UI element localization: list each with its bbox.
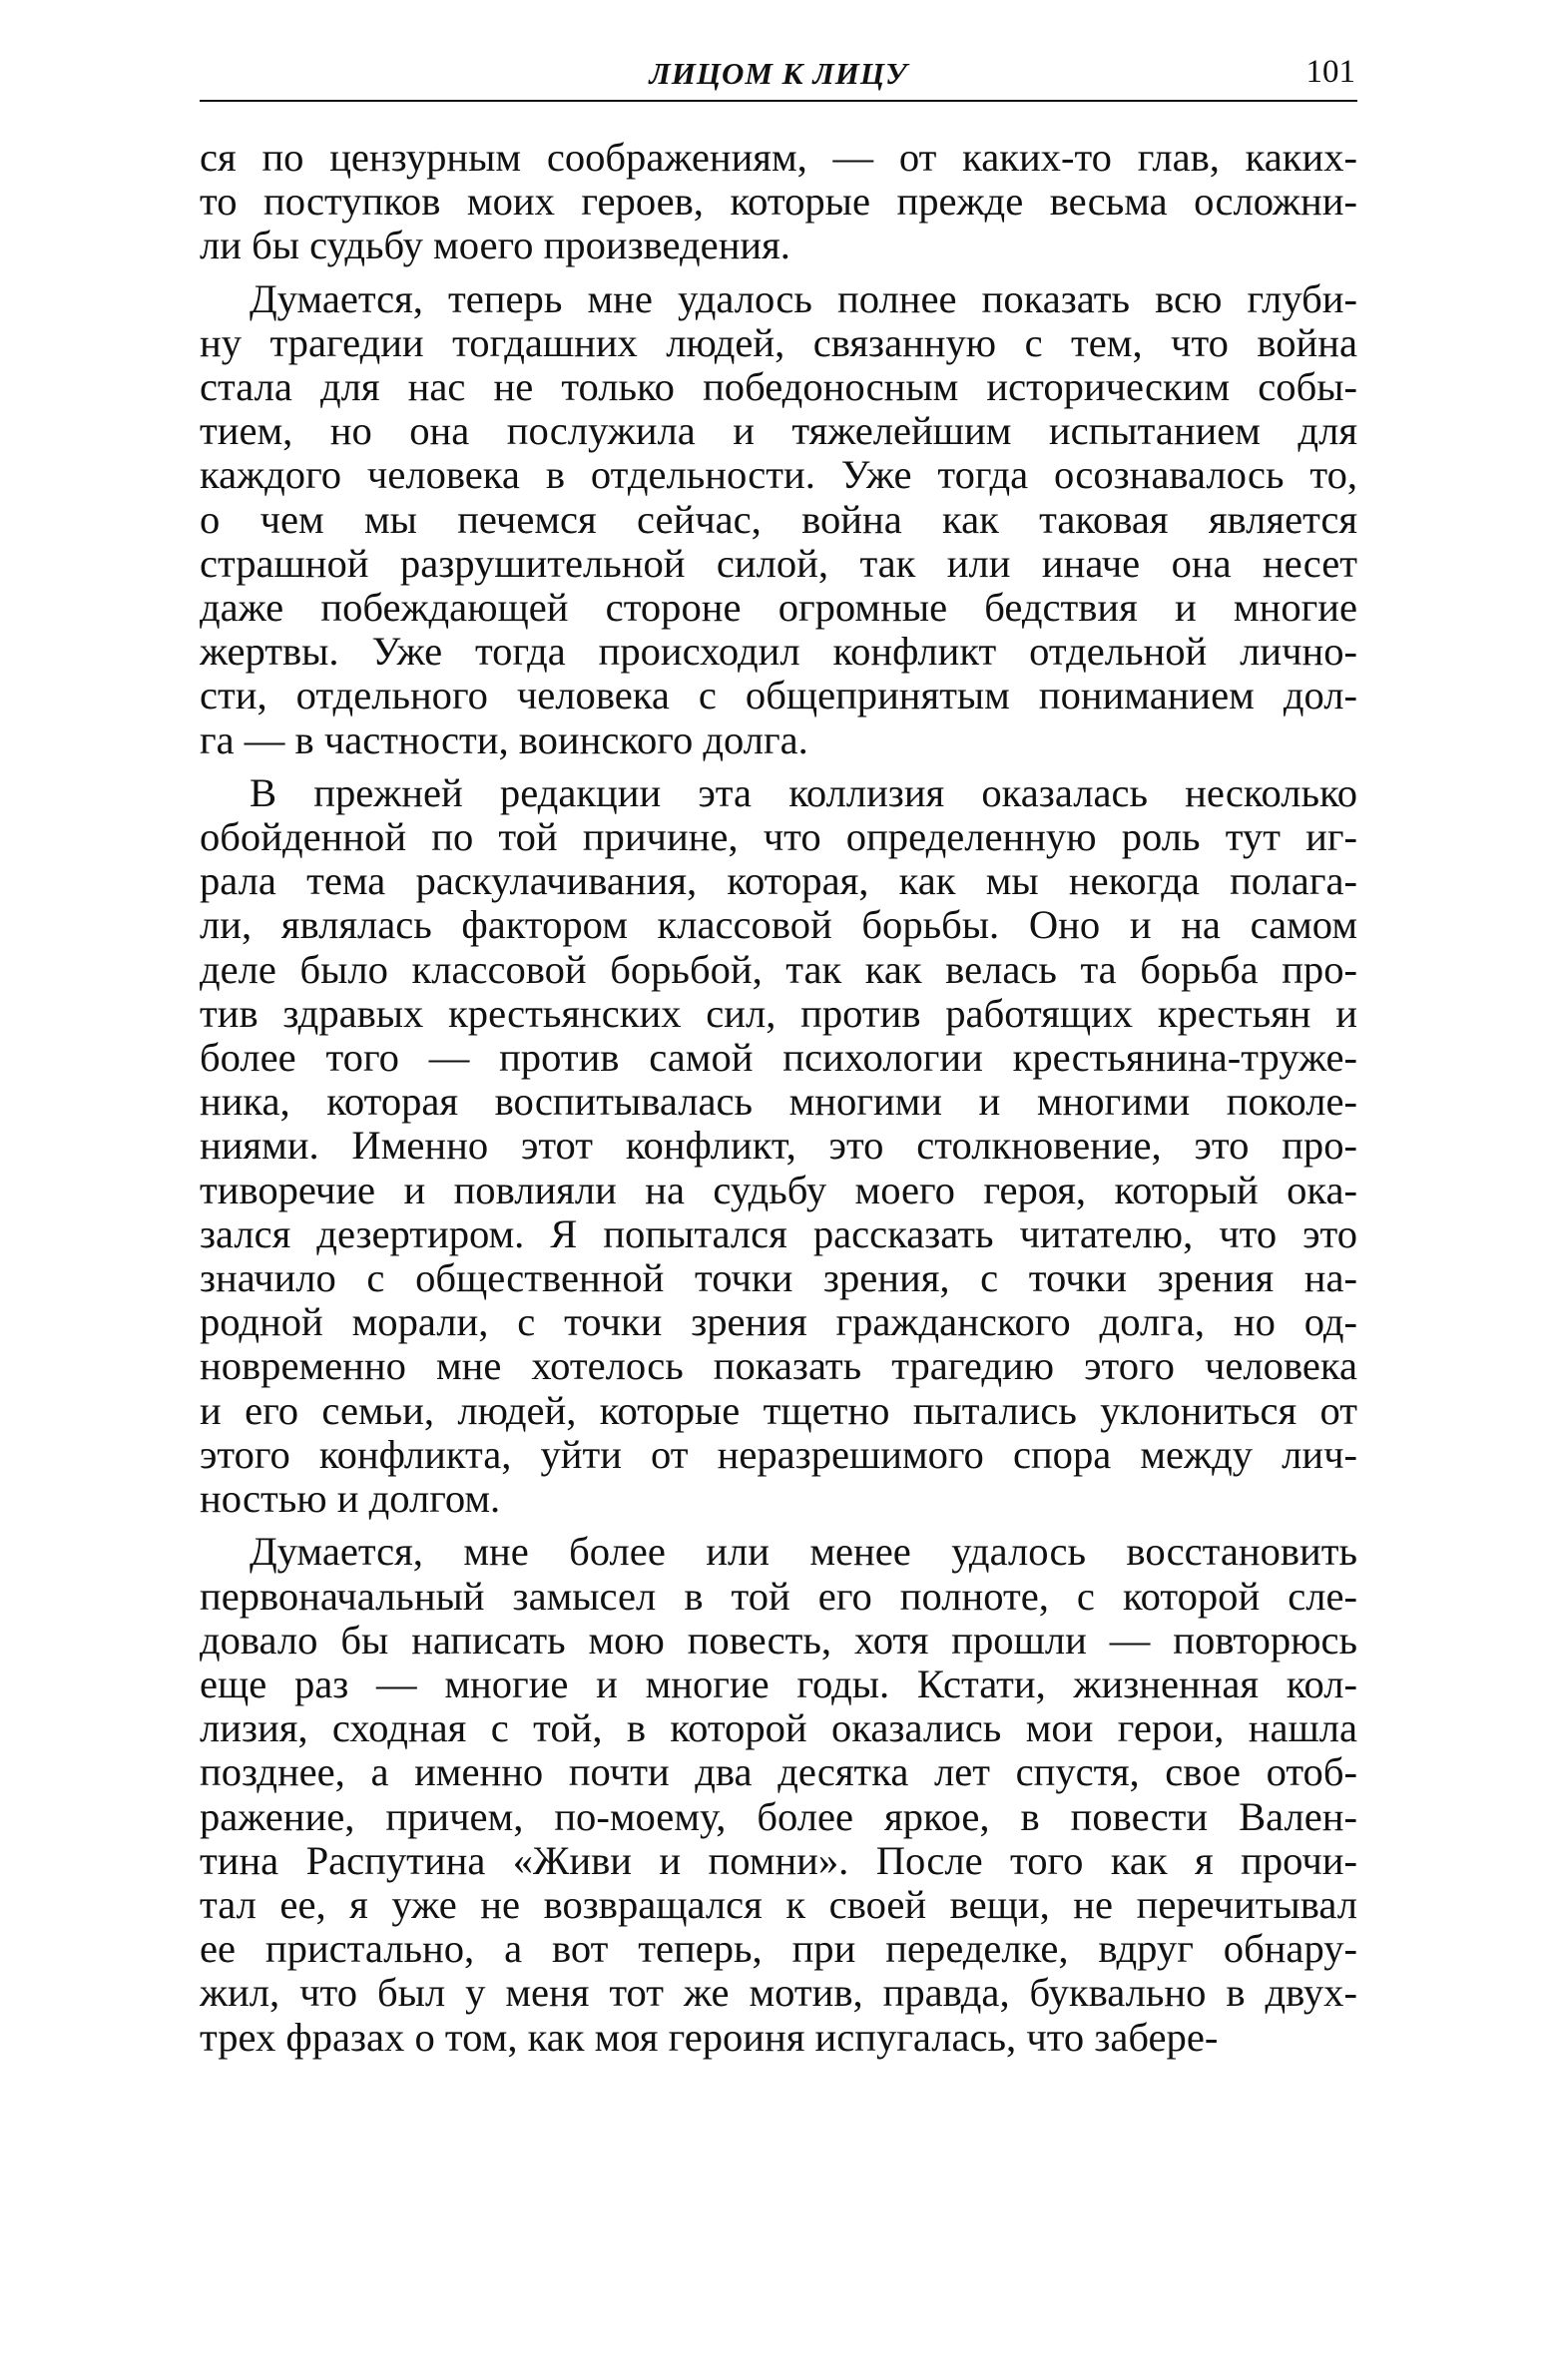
running-header: [200, 50, 1357, 102]
text-line: ниями. Именно этот конфликт, это столкновение, это про-: [200, 1123, 1357, 1169]
paragraph: [200, 1530, 1357, 2059]
text-line: ностью и долгом.: [200, 1476, 501, 1522]
text-line: стала для нас не только победоносным историческим собы-: [200, 364, 1357, 410]
text-line: довало бы написать мою повесть, хотя прошли — повторюсь: [200, 1617, 1357, 1663]
text-line: зался дезертиром. Я попытался рассказать читателю, что это: [200, 1210, 1357, 1256]
text-line: тиворечие и повлияли на судьбу моего героя, который ока-: [200, 1167, 1357, 1212]
text-line: Думается, теперь мне удалось полнее показать всю глуби-: [250, 275, 1357, 321]
text-line: еще раз — многие и многие годы. Кстати, жизненная кол-: [200, 1661, 1357, 1706]
text-line: страшной разрушительной силой, так или иначе она несет: [200, 540, 1357, 586]
text-line: Думается, мне более или менее удалось восстановить: [250, 1529, 1357, 1575]
running-title: ЛИЦОМ К ЛИЦУ: [649, 56, 908, 91]
text-line: обойденной по той причине, что определенную роль тут иг-: [200, 814, 1357, 860]
page-number: 101: [1305, 54, 1355, 90]
text-line: позднее, а именно почти два десятка лет спустя, свое отоб-: [200, 1749, 1357, 1795]
text-line: значило с общественной точки зрения, с точки зрения на-: [200, 1255, 1357, 1301]
text-line: жертвы. Уже тогда происходил конфликт отдельной лично-: [200, 629, 1357, 675]
text-line: жил, что был у меня тот же мотив, правда, буквально в двух-: [200, 1970, 1357, 2016]
text-line: В прежней редакции эта коллизия оказалась несколько: [250, 769, 1357, 815]
text-line: ну трагедии тогдашних людей, связанную с тем, что война: [200, 319, 1357, 365]
text-line: тием, но она послужила и тяжелейшим испытанием для: [200, 408, 1357, 454]
body-text: [200, 136, 1357, 2060]
text-line: ражение, причем, по-моему, более яркое, в повести Вален-: [200, 1793, 1357, 1839]
text-line: деле было классовой борьбой, так как велась та борьба про-: [200, 946, 1357, 992]
paragraph: [200, 771, 1357, 1521]
text-line: ли, являлась фактором классовой борьбы. Оно и на самом: [200, 902, 1357, 948]
text-line: ся по цензурным соображениям, — от каких-то глав, каких-: [200, 135, 1357, 180]
text-line: и его семьи, людей, которые тщетно пытались уклониться от: [200, 1387, 1357, 1433]
text-line: трех фразах о том, как моя героиня испугалась, что забере-: [200, 2014, 1219, 2060]
text-line: родной морали, с точки зрения гражданского долга, но од-: [200, 1299, 1357, 1345]
text-line: то поступков моих героев, которые прежде весьма осложни-: [200, 179, 1357, 225]
paragraph: [200, 136, 1357, 268]
text-line: тина Распутина «Живи и помни». После того как я прочи-: [200, 1837, 1357, 1883]
text-line: даже побеждающей стороне огромные бедствия и многие: [200, 585, 1357, 631]
text-line: га — в частности, воинского долга.: [200, 716, 808, 762]
text-line: этого конфликта, уйти от неразрешимого спора между лич-: [200, 1431, 1357, 1477]
text-line: о чем мы печемся сейчас, война как таковая является: [200, 496, 1357, 542]
text-line: ее пристально, а вот теперь, при переделке, вдруг обнару-: [200, 1926, 1357, 1972]
paragraph: [200, 277, 1357, 762]
text-line: каждого человека в отдельности. Уже тогда осознавалось то,: [200, 452, 1357, 498]
text-line: ника, которая воспитывалась многими и многими поколе-: [200, 1079, 1357, 1125]
text-line: рала тема раскулачивания, которая, как мы некогда полага-: [200, 858, 1357, 904]
text-line: тал ее, я уже не возвращался к своей вещи, не перечитывал: [200, 1881, 1357, 1927]
book-page: [200, 50, 1357, 2060]
text-line: сти, отдельного человека с общепринятым пониманием дол-: [200, 673, 1357, 718]
text-line: ли бы судьбу моего произведения.: [200, 223, 790, 268]
text-line: первоначальный замысел в той его полноте, с которой сле-: [200, 1573, 1357, 1619]
text-line: более того — против самой психологии крестьянина-труже-: [200, 1035, 1357, 1081]
text-line: новременно мне хотелось показать трагедию этого человека: [200, 1343, 1357, 1389]
text-line: лизия, сходная с той, в которой оказались мои герои, нашла: [200, 1705, 1357, 1751]
text-line: тив здравых крестьянских сил, против работящих крестьян и: [200, 990, 1357, 1036]
